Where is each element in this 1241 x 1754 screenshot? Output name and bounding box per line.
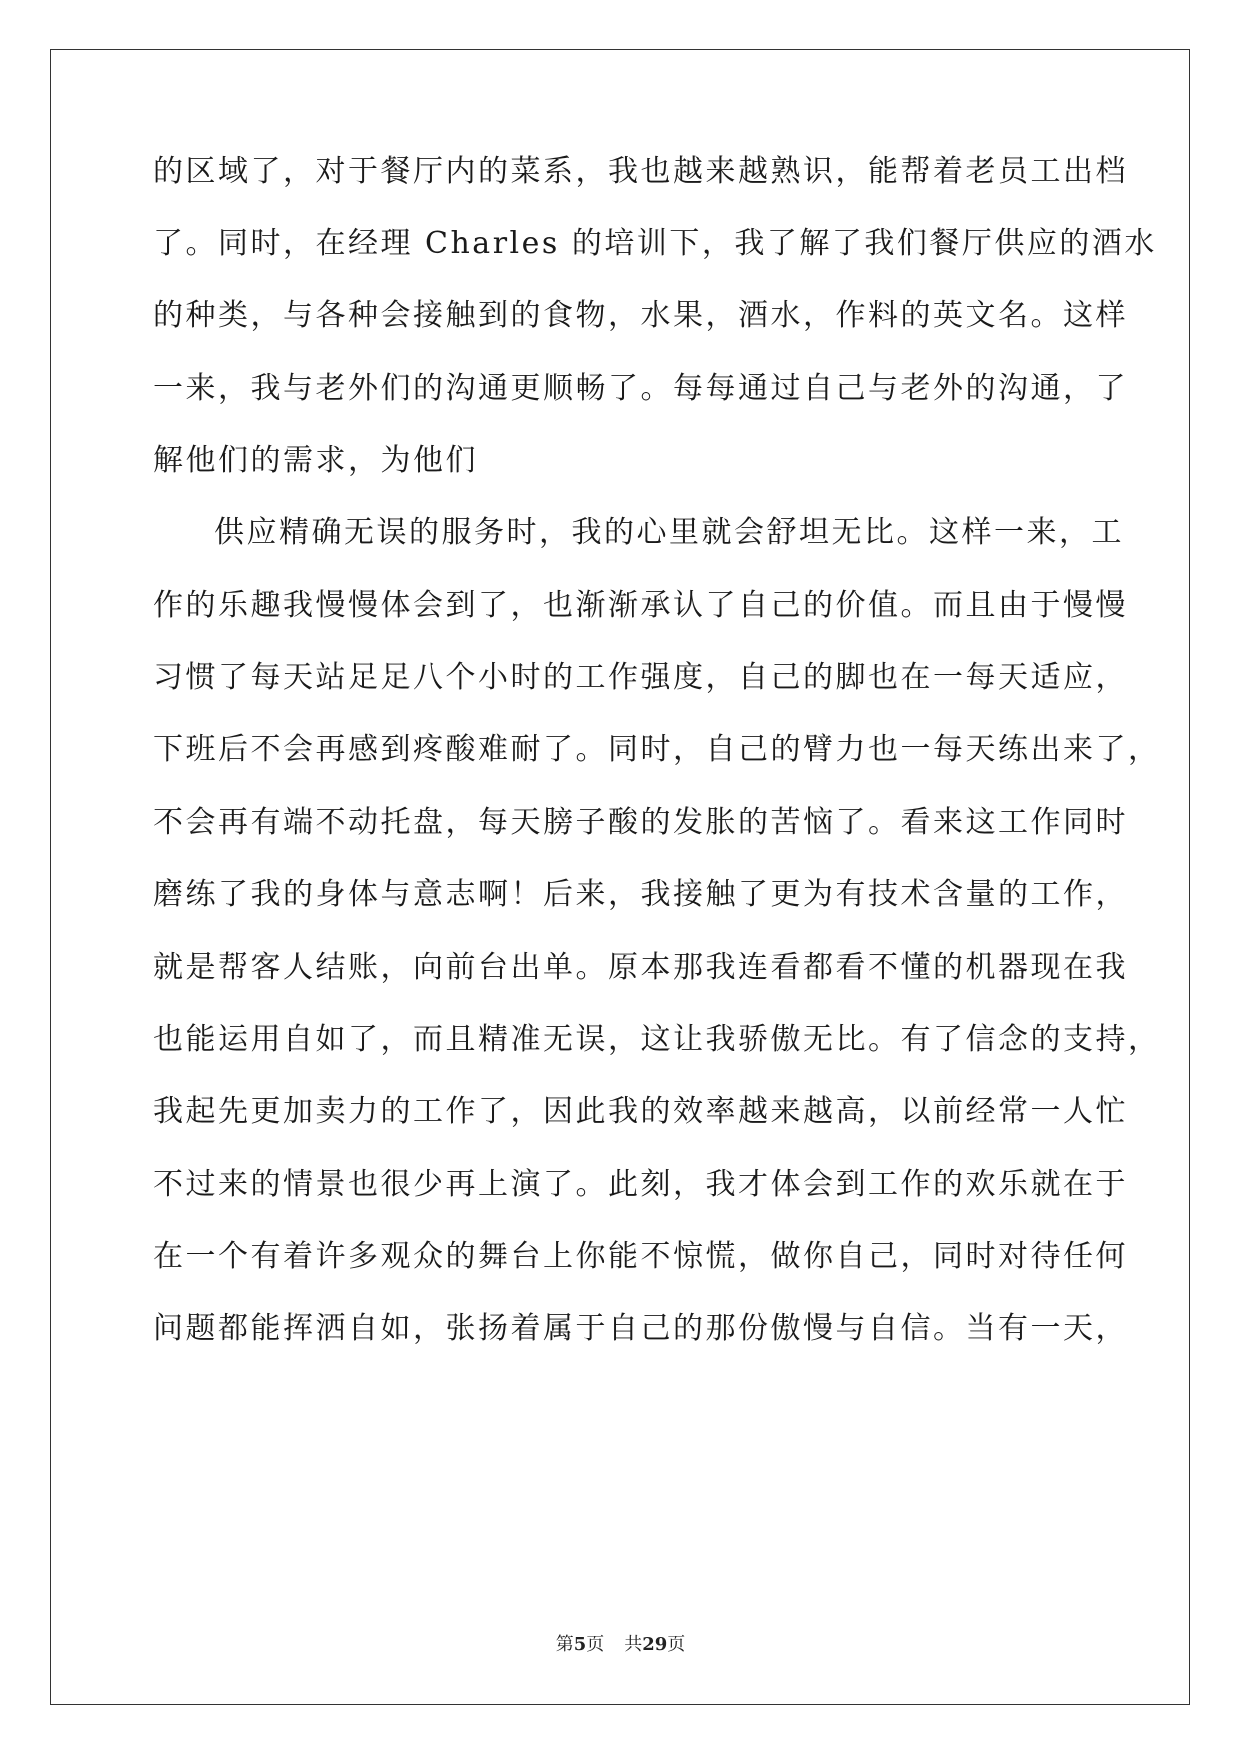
paragraph-line: 的区域了，对于餐厅内的菜系，我也越来越熟识，能帮着老员工出档 — [153, 154, 1128, 189]
page-number: 5 — [573, 1634, 587, 1655]
paragraph-line: 不会再有端不动托盘，每天膀子酸的发胀的苦恼了。看来这工作同时 — [153, 805, 1128, 840]
paragraph-line: 供应精确无误的服务时，我的心里就会舒坦无比。这样一来，工 — [214, 515, 1124, 550]
paragraph-line: 解他们的需求，为他们 — [153, 443, 478, 478]
page-label-suffix: 页 — [586, 1634, 605, 1655]
paragraph-line: 在一个有着许多观众的舞台上你能不惊慌，做你自己，同时对待任何 — [153, 1239, 1128, 1274]
paragraph-line: 作的乐趣我慢慢体会到了，也渐渐承认了自己的价值。而且由于慢慢 — [153, 588, 1128, 623]
paragraph-line: 问题都能挥洒自如，张扬着属于自己的那份傲慢与自信。当有一天， — [153, 1311, 1128, 1346]
paragraph-line: 习惯了每天站足足八个小时的工作强度，自己的脚也在一每天适应， — [153, 660, 1128, 695]
total-label-prefix: 共 — [624, 1634, 643, 1655]
page-footer — [0, 1633, 1241, 1657]
paragraph-line: 一来，我与老外们的沟通更顺畅了。每每通过自己与老外的沟通，了 — [153, 371, 1128, 406]
paragraph-line: 就是帮客人结账，向前台出单。原本那我连看都看不懂的机器现在我 — [153, 950, 1128, 985]
paragraph-line: 磨练了我的身体与意志啊！后来，我接触了更为有技术含量的工作， — [153, 877, 1128, 912]
paragraph-line: 我起先更加卖力的工作了，因此我的效率越来越高，以前经常一人忙 — [153, 1094, 1128, 1129]
paragraph-line: 不过来的情景也很少再上演了。此刻，我才体会到工作的欢乐就在于 — [153, 1167, 1128, 1202]
paragraph-line: 也能运用自如了，而且精准无误，这让我骄傲无比。有了信念的支持， — [153, 1022, 1161, 1057]
total-pages: 29 — [642, 1634, 668, 1655]
total-label-suffix: 页 — [667, 1634, 686, 1655]
page-label-prefix: 第 — [555, 1634, 574, 1655]
paragraph-line: 了。同时，在经理 Charles 的培训下，我了解了我们餐厅供应的酒水 — [153, 226, 1157, 261]
paragraph-line: 的种类，与各种会接触到的食物，水果，酒水，作料的英文名。这样 — [153, 298, 1128, 333]
paragraph-line: 下班后不会再感到疼酸难耐了。同时，自己的臂力也一每天练出来了， — [153, 732, 1161, 767]
